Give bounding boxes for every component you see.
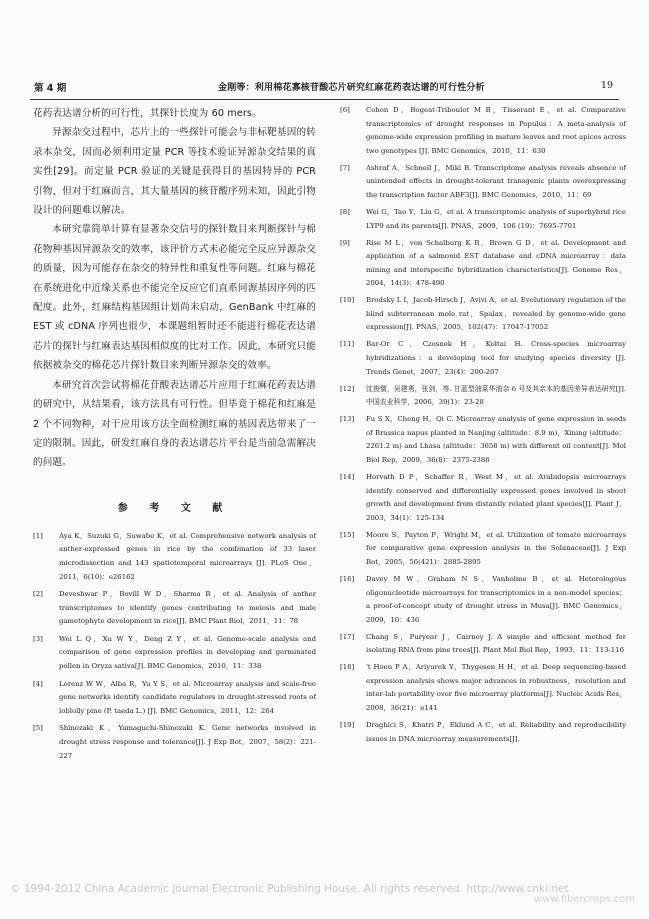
reference-text: 't Hoen P A，Ariyurek Y，Thygesen H H，et al. Deep sequencing-based expression analysis shows major advances in robustness，resolution and inter-lab portability over five microarray platforms[J]. Nucleic Acids Res，2008，36(21)：e141 bbox=[366, 663, 626, 713]
copyright-footer bbox=[10, 883, 569, 895]
paragraph-conclusion: 本研究首次尝试将棉花苷酸表达谱芯片应用于红麻花药表达谱的研究中，从结果看，该方法具有可行性。但毕竟于棉花和红麻是 2 个不同物种，对于应用该方法全面检测红麻的基因表达带来了一定的限制。因此，研发红麻自身的表达谱芯片平台是当前急需解决的问题。 bbox=[33, 379, 316, 469]
paragraph-hybridization: 异源杂交过程中，芯片上的一些探针可能会与非标靶基因的转录本杂交，因而必须利用定量 PCR 等技术验证异源杂交结果的真实性[29]。而定量 PCR 验证的关键是获得目的基因特异的 PCR 引物，但对于红麻而言，其大量基因的核苷酸序列未知，因此引物设计的问题难以解决。 bbox=[33, 127, 316, 217]
reference-item bbox=[340, 413, 626, 467]
reference-text: Deveshwar P，Bovill W D，Sharma R，et al. Analysis of anther transcriptomes to identify genes contributing to meiosis and male gametophyte development in rice[J]. BMC Plant Biol，2011，11：78 bbox=[59, 590, 316, 626]
reference-item bbox=[340, 383, 626, 410]
reference-item bbox=[340, 529, 626, 570]
reference-number: [9] bbox=[340, 238, 350, 247]
reference-text: Draghici S，Khatri P，Eklund A C，et al. Reliability and reproducibility issues in DNA microarray measurements[J]. bbox=[366, 721, 626, 743]
reference-number: [11] bbox=[340, 340, 355, 349]
reference-item bbox=[33, 722, 316, 763]
copyright-text: © 1994-2012 China Academic Journal Electronic Publishing House. All rights reserved. bbox=[10, 883, 463, 895]
reference-number: [14] bbox=[340, 472, 355, 481]
reference-item bbox=[340, 573, 626, 627]
reference-number: [12] bbox=[340, 384, 355, 393]
paragraph-continuation: 花药表达谱分析的可行性，其探针长度为 60 mers。 bbox=[33, 108, 262, 119]
reference-text: Lorenz W W，Alba R，Yu Y S，et al. Microarray analysis and scale-free gene networks identify candidate regulators in drought-stressed roots of loblolly pine (P. taeda L.) [J]. BMC Genomics，2011，12：264 bbox=[59, 679, 316, 715]
reference-number: [19] bbox=[340, 721, 355, 730]
reference-number: [2] bbox=[33, 590, 43, 599]
reference-text: Chang S，Puryear J，Cairney J. A simple and efficient method for isolating RNA from pine trees[J]. Plant Mol Biol Rep，1993，11：113-116 bbox=[366, 632, 626, 655]
reference-item bbox=[33, 678, 316, 719]
watermark: www.fibercrops.com bbox=[533, 894, 635, 905]
left-column bbox=[33, 104, 316, 767]
reference-number: [6] bbox=[340, 106, 350, 114]
reference-number: [17] bbox=[340, 632, 355, 641]
reference-text: Rise M L，von Schalburg K R，Brown G D，et al. Development and application of a salmonid EST database and cDNA microarray：data mining and interspecific hybridization characteristics[J]. Genome Res，2004，14(3)：478-490 bbox=[366, 238, 626, 288]
reference-text: Brodsky L I，Jacob-Hirsch J，Avivi A，et al. Evolutionary regulation of the blind subterranean mole rat，Spalax，revealed by genome-wide gene expression[J]. PNAS，2005，102(47)：17047-17052 bbox=[366, 296, 626, 332]
reference-number: [4] bbox=[33, 679, 43, 688]
reference-number: [8] bbox=[340, 207, 350, 216]
reference-item bbox=[33, 530, 316, 584]
reference-number: [18] bbox=[340, 663, 355, 672]
reference-text: Wei G，Tao Y，Liu G，et al. A transcriptomic analysis of superhybrid rice LYP9 and its parents[J]. PNAS，2009，106 (19)：7695-7701 bbox=[366, 207, 626, 230]
cnki-link[interactable]: http://www.cnki.net bbox=[466, 883, 569, 895]
reference-text: Davey M W，Graham N S，Vanholme B，et al. Heterologous oligonucleotide microarrays for transcriptomics in a non-model species；a proof-of-concept study of drought stress in Musa[J]. BMC Genomics，2009，10：436 bbox=[366, 574, 626, 624]
paragraph-evaluation: 本研究靠简单计算有显著杂交信号的探针数目来判断探针与棉花物种基因异源杂交的效率，该评价方式未必能完全反应异源杂交的质量，因为可能存在杂交的特异性和重复性等问题。红麻与棉花在系统进化中近缘关系也不能完全反应它们直系同源基因序列的匹配度。此外，红麻结构基因组计划尚未启动，GenBank 中红麻的 EST 或 cDNA 序列也很少，本课题组暂时还不能进行棉花表达谱芯片的探针与红麻表达基因相似度的比对工作。因此，本研究只能依据被杂交的棉花芯片探针数目来判断异源杂交的效率。 bbox=[33, 224, 316, 372]
reference-item bbox=[340, 104, 626, 158]
reference-number: [10] bbox=[340, 296, 355, 305]
right-column bbox=[340, 104, 626, 750]
reference-text: Aya K，Suzuki G，Suwabe K，et al. Comprehensive network analysis of anther-expressed genes in rice by the combination of 33 laser microdissection and 143 spatiotemporal microarrays [J]. PLoS One，2011，6(10)：e26162 bbox=[59, 531, 316, 581]
reference-item bbox=[340, 631, 626, 658]
references-heading: 参 考 文 献 bbox=[117, 502, 232, 514]
reference-item bbox=[340, 661, 626, 715]
reference-text: Moore S，Payton P，Wright M，et al. Utilization of tomato microarrays for comparative gene expression analysis in the Solanaceae[J]. J Exp Bot，2005，56(421)：2885-2895 bbox=[366, 530, 626, 566]
reference-item bbox=[340, 338, 626, 379]
reference-number: [3] bbox=[33, 634, 43, 643]
reference-item bbox=[340, 162, 626, 203]
running-title: 金刚等：利用棉花寡核苷酸芯片研究红麻花药表达谱的可行性分析 bbox=[218, 83, 485, 93]
reference-item bbox=[33, 633, 316, 674]
reference-text: Cohen D，Bogeat-Triboulot M B，Tisserant E，et al. Comparative transcriptomics of drought responses in Populus：A meta-analysis of genome-wide expression profiling in mature leaves and root apices across two genotypes [J]. BMC Genomics，2010，11：630 bbox=[366, 106, 626, 155]
reference-item bbox=[340, 237, 626, 291]
issue-number: 第 4 期 bbox=[34, 83, 67, 94]
page-number: 19 bbox=[600, 80, 613, 91]
reference-text: Ashraf A，Schnell J，Miki B. Transcriptome analysis reveals absence of unintended effects in drought-tolerant transgenic plants overexpressing the transcription factor ABF3[J]. BMC Genomics，2010，11：69 bbox=[366, 163, 626, 199]
reference-item bbox=[33, 588, 316, 629]
reference-number: [13] bbox=[340, 415, 355, 424]
reference-text: Bar-Or C，Czosnek H，Koltai H. Cross-species microarray hybridizations：a developing tool for studying species diversity [J]. Trends Genet，2007，23(4)：200-207 bbox=[366, 340, 626, 376]
reference-number: [5] bbox=[33, 724, 43, 733]
reference-number: [16] bbox=[340, 574, 355, 583]
reference-text: Wei L Q，Xu W Y，Deng Z Y，et al. Genome-scale analysis and comparison of gene expression profiles in developing and germinated pollen in Oryza sativa[J]. BMC Genomics，2010，11：338 bbox=[59, 634, 316, 671]
reference-text: 沈俊儒，吴建勇，张剑，等. 甘蓝型油菜华油杂 6 号及其亲本的基因差异表达研究[J]. 中国农业科学，2006，39(1)：23-28 bbox=[366, 384, 626, 407]
reference-text: Fu S X，Cheng H，Qi C. Microarray analysis of gene expression in seeds of Brassica napus planted in Nanjing (altitude：8.9 m)，Xining (altitude：2261.2 m) and Lhasa (altitude：3658 m) with different oil content[J]. Mol Biol Rep，2009，36(8)：2375-2386 bbox=[366, 415, 626, 464]
header-rule bbox=[30, 99, 619, 100]
reference-item bbox=[340, 471, 626, 525]
reference-number: [1] bbox=[33, 531, 43, 540]
reference-number: [7] bbox=[340, 163, 350, 172]
reference-item bbox=[340, 294, 626, 335]
page-header bbox=[28, 66, 621, 96]
reference-text: Horvath D P，Schaffer R，West M，et al. Arabidopsis microarrays identify conserved and differentially expressed genes involved in shoot growth and development from distantly related plant species[J]. Plant J，2003，34(1)：125-134 bbox=[366, 472, 626, 522]
reference-item bbox=[340, 206, 626, 233]
reference-item bbox=[340, 719, 626, 746]
reference-text: Shinozaki K，Yamaguchi-Shinozaki K. Gene networks involved in drought stress response and tolerance[J]. J Exp Bot，2007，58(2)：221-227 bbox=[59, 724, 316, 760]
reference-number: [15] bbox=[340, 530, 355, 539]
